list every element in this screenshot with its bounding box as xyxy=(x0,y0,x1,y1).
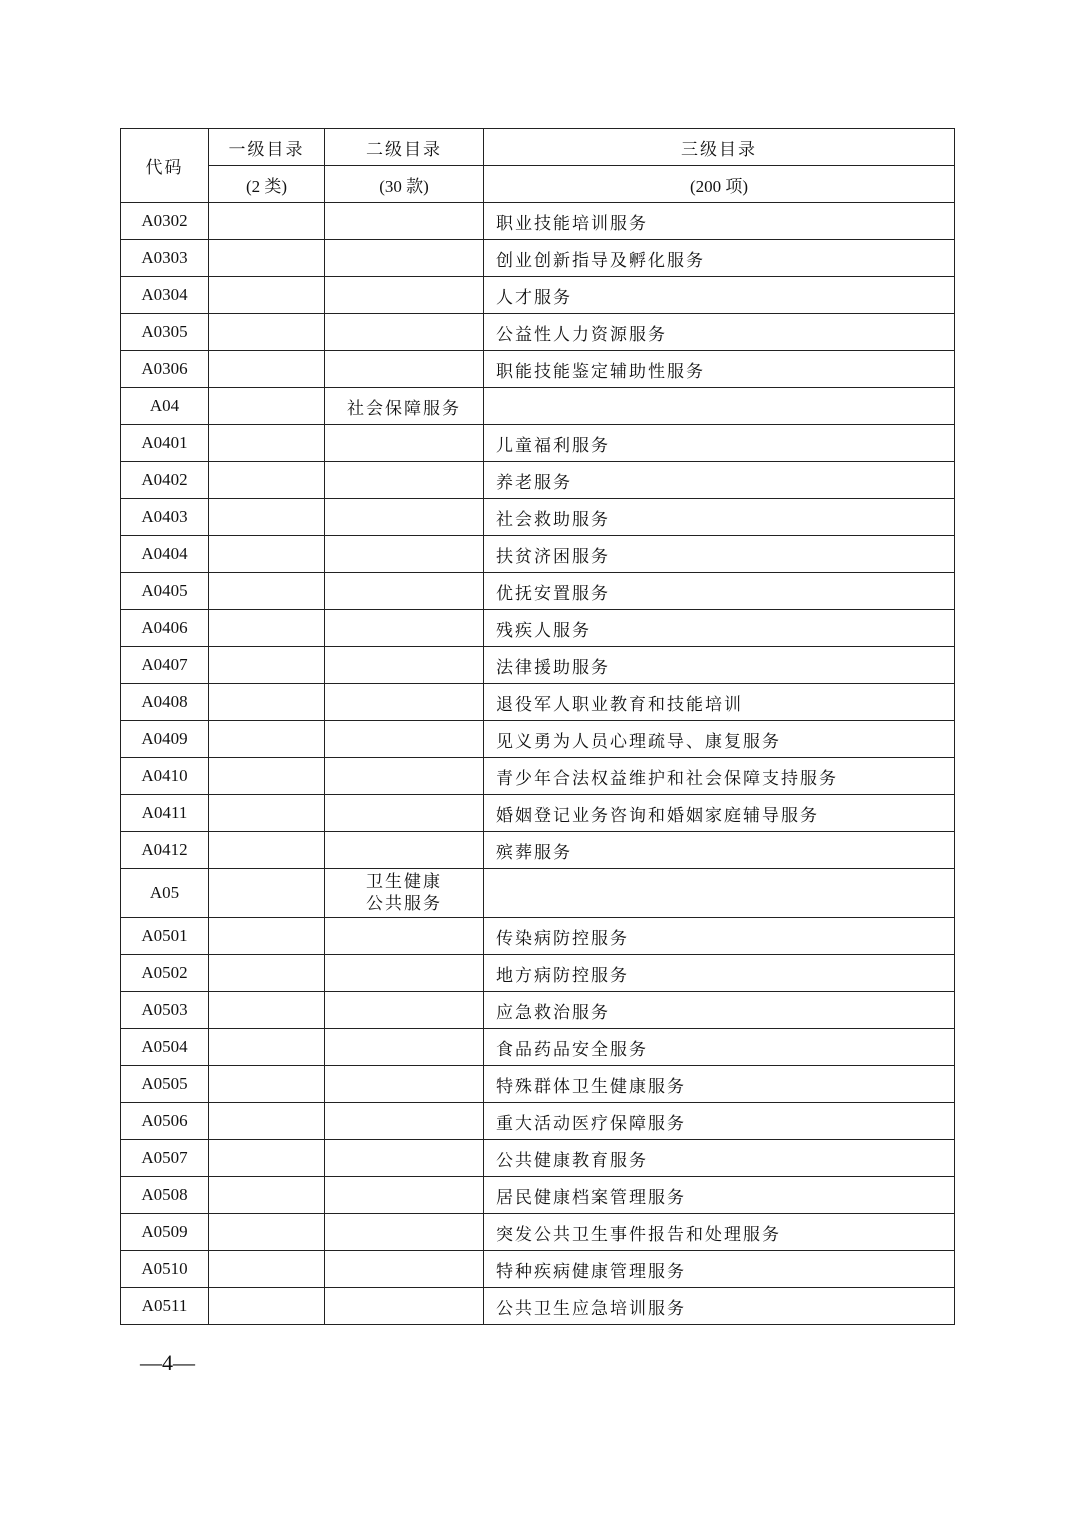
row-level1 xyxy=(209,721,325,758)
row-code: A0502 xyxy=(121,955,209,992)
row-level3: 突发公共卫生事件报告和处理服务 xyxy=(484,1214,955,1251)
row-level3: 殡葬服务 xyxy=(484,832,955,869)
header-level1-count: (2 类) xyxy=(209,166,325,203)
row-level3: 特殊群体卫生健康服务 xyxy=(484,1066,955,1103)
row-level3: 食品药品安全服务 xyxy=(484,1029,955,1066)
row-level2 xyxy=(325,1251,484,1288)
row-level1 xyxy=(209,955,325,992)
row-level3: 扶贫济困服务 xyxy=(484,536,955,573)
row-level3: 特种疾病健康管理服务 xyxy=(484,1251,955,1288)
row-level3: 残疾人服务 xyxy=(484,610,955,647)
row-level3 xyxy=(484,388,955,425)
header-level3: 三级目录 xyxy=(484,129,955,166)
row-level1 xyxy=(209,918,325,955)
row-level1 xyxy=(209,1029,325,1066)
row-level1 xyxy=(209,832,325,869)
row-level3: 公共健康教育服务 xyxy=(484,1140,955,1177)
row-level1 xyxy=(209,795,325,832)
row-level3: 退役军人职业教育和技能培训 xyxy=(484,684,955,721)
row-level2 xyxy=(325,758,484,795)
row-level3: 养老服务 xyxy=(484,462,955,499)
row-code: A0511 xyxy=(121,1288,209,1325)
table-row xyxy=(121,573,955,610)
row-level2 xyxy=(325,240,484,277)
row-level2 xyxy=(325,203,484,240)
table-row xyxy=(121,277,955,314)
row-level2 xyxy=(325,1066,484,1103)
row-level1 xyxy=(209,1103,325,1140)
table-row xyxy=(121,610,955,647)
table-row xyxy=(121,832,955,869)
row-level1 xyxy=(209,240,325,277)
row-code: A0510 xyxy=(121,1251,209,1288)
table-row xyxy=(121,721,955,758)
row-code: A05 xyxy=(121,869,209,918)
row-level2 xyxy=(325,1029,484,1066)
row-level3: 儿童福利服务 xyxy=(484,425,955,462)
row-code: A0408 xyxy=(121,684,209,721)
row-level1 xyxy=(209,536,325,573)
row-level1 xyxy=(209,1214,325,1251)
table-row xyxy=(121,499,955,536)
table-row xyxy=(121,647,955,684)
table-row xyxy=(121,1140,955,1177)
table-row xyxy=(121,462,955,499)
row-level1 xyxy=(209,1066,325,1103)
row-level3: 社会救助服务 xyxy=(484,499,955,536)
header-level2: 二级目录 xyxy=(325,129,484,166)
row-level1 xyxy=(209,388,325,425)
table-row xyxy=(121,314,955,351)
row-level3: 地方病防控服务 xyxy=(484,955,955,992)
table-row xyxy=(121,1214,955,1251)
page-number: —4— xyxy=(140,1350,195,1375)
row-level2 xyxy=(325,992,484,1029)
row-level1 xyxy=(209,425,325,462)
table-row xyxy=(121,684,955,721)
row-level2 xyxy=(325,462,484,499)
row-code: A0505 xyxy=(121,1066,209,1103)
table-row xyxy=(121,758,955,795)
row-code: A0304 xyxy=(121,277,209,314)
row-level2 xyxy=(325,1140,484,1177)
row-level1 xyxy=(209,992,325,1029)
table-row xyxy=(121,955,955,992)
row-level1 xyxy=(209,869,325,918)
row-code: A0506 xyxy=(121,1103,209,1140)
row-code: A0409 xyxy=(121,721,209,758)
row-level2 xyxy=(325,277,484,314)
row-level2 xyxy=(325,1103,484,1140)
table-row xyxy=(121,203,955,240)
table-row xyxy=(121,1066,955,1103)
row-level2 xyxy=(325,1177,484,1214)
row-level2 xyxy=(325,536,484,573)
row-level1 xyxy=(209,1177,325,1214)
row-code: A0306 xyxy=(121,351,209,388)
row-level2 xyxy=(325,918,484,955)
row-code: A0504 xyxy=(121,1029,209,1066)
row-level1 xyxy=(209,499,325,536)
row-level1 xyxy=(209,314,325,351)
row-code: A0410 xyxy=(121,758,209,795)
row-level1 xyxy=(209,203,325,240)
table-row xyxy=(121,1029,955,1066)
row-level2: 社会保障服务 xyxy=(325,388,484,425)
row-level2 xyxy=(325,1214,484,1251)
row-level3: 见义勇为人员心理疏导、康复服务 xyxy=(484,721,955,758)
row-level3: 公共卫生应急培训服务 xyxy=(484,1288,955,1325)
row-code: A0303 xyxy=(121,240,209,277)
row-level2 xyxy=(325,684,484,721)
table-row xyxy=(121,1103,955,1140)
row-level2 xyxy=(325,795,484,832)
row-code: A0406 xyxy=(121,610,209,647)
table-row xyxy=(121,918,955,955)
row-level3: 青少年合法权益维护和社会保障支持服务 xyxy=(484,758,955,795)
row-level3: 公益性人力资源服务 xyxy=(484,314,955,351)
row-level2-line: 公共服务 xyxy=(366,894,442,914)
row-level1 xyxy=(209,684,325,721)
row-level3: 职能技能鉴定辅助性服务 xyxy=(484,351,955,388)
row-level2 xyxy=(325,1288,484,1325)
table-row xyxy=(121,351,955,388)
table-body xyxy=(121,203,955,1325)
table-row xyxy=(121,1288,955,1325)
row-level2-line: 卫生健康 xyxy=(366,872,442,892)
row-level2 xyxy=(325,869,484,918)
table-row xyxy=(121,1251,955,1288)
row-code: A0509 xyxy=(121,1214,209,1251)
row-level3: 应急救治服务 xyxy=(484,992,955,1029)
row-level2 xyxy=(325,499,484,536)
row-code: A0403 xyxy=(121,499,209,536)
row-code: A0411 xyxy=(121,795,209,832)
row-level3 xyxy=(484,869,955,918)
row-level2 xyxy=(325,351,484,388)
row-level3: 人才服务 xyxy=(484,277,955,314)
row-code: A04 xyxy=(121,388,209,425)
header-level3-count: (200 项) xyxy=(484,166,955,203)
row-level1 xyxy=(209,758,325,795)
row-code: A0503 xyxy=(121,992,209,1029)
table-row xyxy=(121,388,955,425)
row-level3: 婚姻登记业务咨询和婚姻家庭辅导服务 xyxy=(484,795,955,832)
row-code: A0405 xyxy=(121,573,209,610)
row-code: A0407 xyxy=(121,647,209,684)
row-code: A0412 xyxy=(121,832,209,869)
table-row xyxy=(121,795,955,832)
row-level2 xyxy=(325,610,484,647)
row-level3: 优抚安置服务 xyxy=(484,573,955,610)
catalog-table xyxy=(120,128,955,1325)
row-level1 xyxy=(209,573,325,610)
header-code: 代码 xyxy=(121,129,209,203)
row-level1 xyxy=(209,462,325,499)
row-level1 xyxy=(209,1251,325,1288)
header-level2-count: (30 款) xyxy=(325,166,484,203)
row-level1 xyxy=(209,351,325,388)
row-level1 xyxy=(209,277,325,314)
row-level2 xyxy=(325,721,484,758)
row-level1 xyxy=(209,1140,325,1177)
row-level2 xyxy=(325,647,484,684)
row-level3: 重大活动医疗保障服务 xyxy=(484,1103,955,1140)
row-level3: 创业创新指导及孵化服务 xyxy=(484,240,955,277)
table-row xyxy=(121,992,955,1029)
row-level3: 传染病防控服务 xyxy=(484,918,955,955)
row-level2 xyxy=(325,832,484,869)
table-row xyxy=(121,536,955,573)
table-row xyxy=(121,1177,955,1214)
row-level1 xyxy=(209,647,325,684)
table-row xyxy=(121,869,955,918)
row-code: A0302 xyxy=(121,203,209,240)
row-level1 xyxy=(209,1288,325,1325)
row-level2 xyxy=(325,314,484,351)
table-row xyxy=(121,425,955,462)
row-level3: 职业技能培训服务 xyxy=(484,203,955,240)
row-code: A0501 xyxy=(121,918,209,955)
row-code: A0305 xyxy=(121,314,209,351)
row-code: A0508 xyxy=(121,1177,209,1214)
row-level2 xyxy=(325,573,484,610)
row-level3: 法律援助服务 xyxy=(484,647,955,684)
row-code: A0402 xyxy=(121,462,209,499)
row-level2 xyxy=(325,425,484,462)
row-level3: 居民健康档案管理服务 xyxy=(484,1177,955,1214)
row-code: A0401 xyxy=(121,425,209,462)
row-code: A0507 xyxy=(121,1140,209,1177)
row-level2 xyxy=(325,955,484,992)
table-header xyxy=(121,129,955,203)
header-level1: 一级目录 xyxy=(209,129,325,166)
row-code: A0404 xyxy=(121,536,209,573)
row-level1 xyxy=(209,610,325,647)
table-row xyxy=(121,240,955,277)
